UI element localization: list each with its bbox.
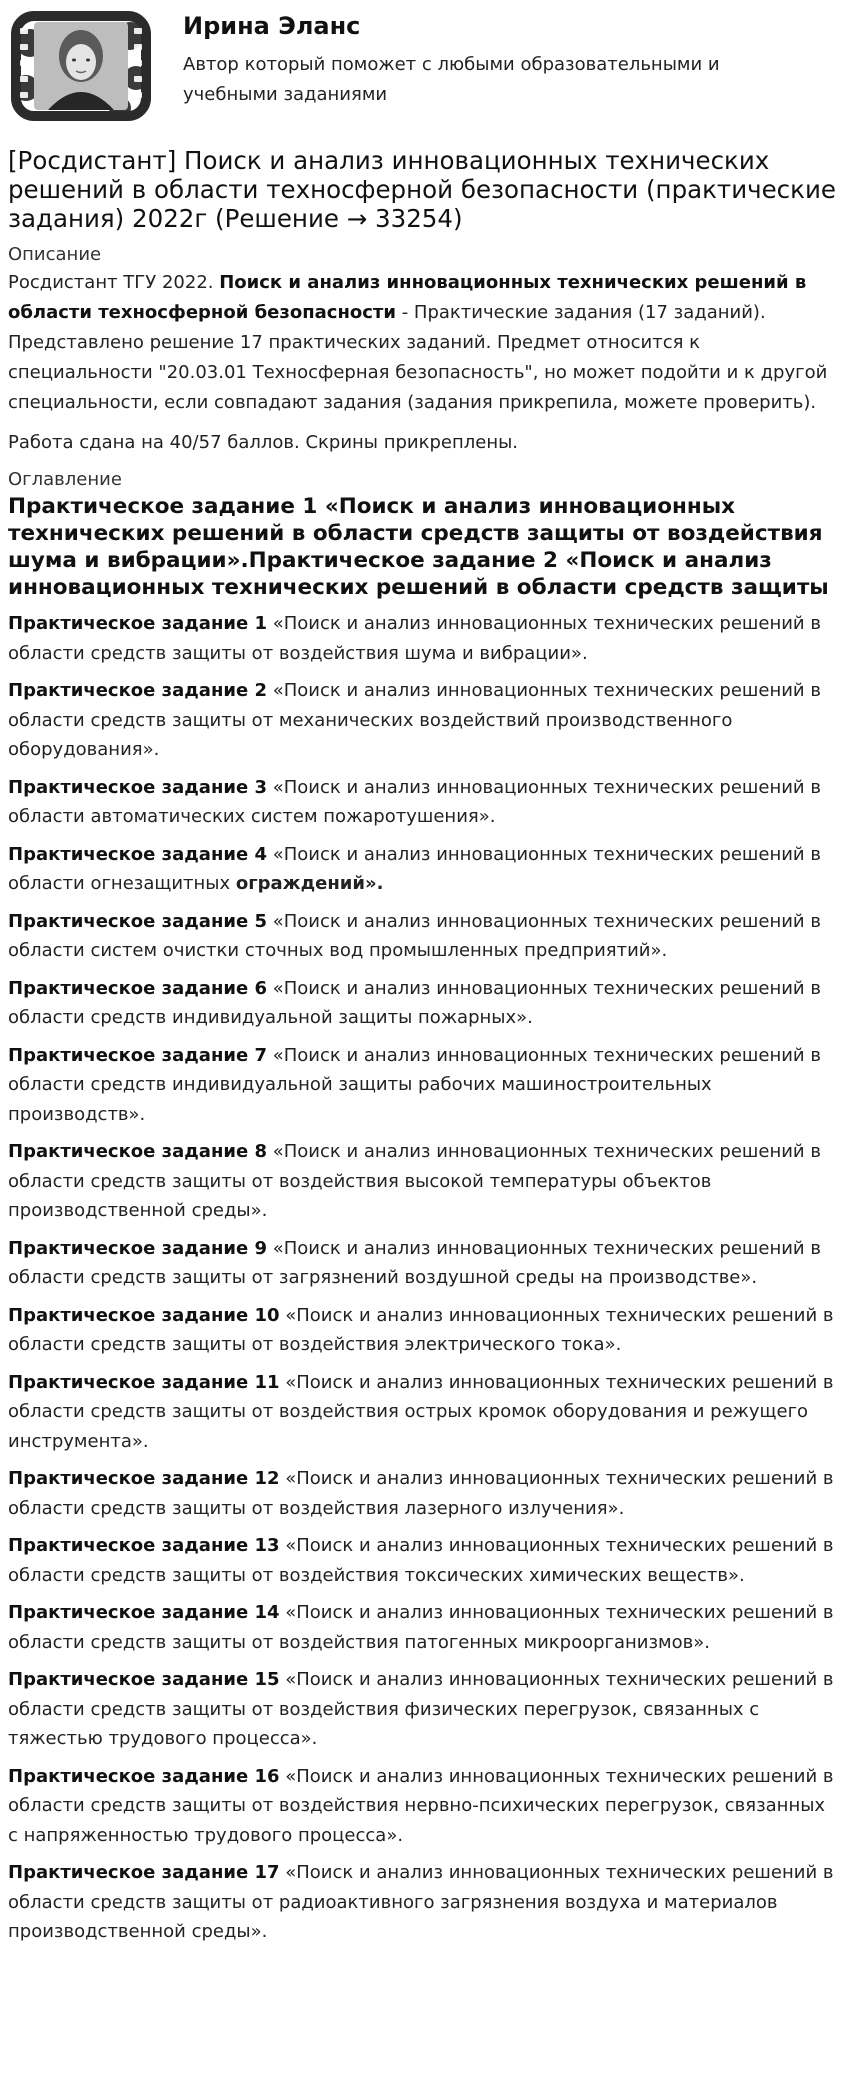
task-item — [8, 1301, 839, 1360]
task-text: «Поиск и анализ инновационных технических решений в области средств защиты от радиоактивного загрязнения воздуха и материалов производственной среды». — [8, 1862, 834, 1942]
task-item — [8, 1041, 839, 1130]
task-item — [8, 1464, 839, 1523]
description-bold: Поиск и анализ инновационных технических решений в области техносферной безопасности — [8, 272, 807, 323]
task-item — [8, 1368, 839, 1457]
task-number: Практическое задание 6 — [8, 977, 267, 999]
task-text: «Поиск и анализ инновационных технических решений в области средств защиты от загрязнений воздушной среды на производстве». — [8, 1237, 821, 1288]
task-text: «Поиск и анализ инновационных технических решений в области средств защиты от воздействия острых кромок оборудования и режущего инструмента». — [8, 1371, 834, 1452]
author-info — [153, 8, 773, 110]
page-title: [Росдистант] Поиск и анализ инновационных технических решений в области техносферной безопасности (практические задания) 2022г (Решение → 33254) — [8, 146, 836, 233]
task-item — [8, 1234, 839, 1293]
task-number: Практическое задание 4 — [8, 843, 267, 865]
task-number: Практическое задание 15 — [8, 1669, 280, 1690]
task-number: Практическое задание 10 — [8, 1304, 280, 1326]
task-number: Практическое задание 17 — [8, 1862, 280, 1883]
task-item — [8, 1858, 839, 1947]
task-text: «Поиск и анализ инновационных технических решений в области систем очистки сточных вод промышленных предприятий». — [8, 910, 821, 961]
task-item — [8, 840, 839, 899]
task-item — [8, 974, 839, 1033]
avatar[interactable] — [8, 8, 153, 124]
task-number: Практическое задание 9 — [8, 1237, 267, 1259]
task-number: Практическое задание 5 — [8, 910, 267, 932]
task-text: «Поиск и анализ инновационных технических решений в области средств защиты от воздействия патогенных микроорганизмов». — [8, 1602, 834, 1653]
task-text: «Поиск и анализ инновационных технических решений в области средств защиты от воздействия токсических химических веществ». — [8, 1535, 834, 1586]
task-item — [8, 676, 839, 765]
task-number: Практическое задание 13 — [8, 1535, 280, 1556]
task-text: «Поиск и анализ инновационных технических решений в области средств защиты от воздействия нервно-психических перегрузок, связанных с напряженностью трудового процесса». — [8, 1765, 834, 1846]
author-name[interactable]: Ирина Эланс — [183, 12, 361, 40]
task-number: Практическое задание 3 — [8, 776, 267, 798]
task-item — [8, 609, 839, 668]
task-text: «Поиск и анализ инновационных технических решений в области автоматических систем пожаротушения». — [8, 776, 821, 827]
task-item — [8, 1665, 839, 1754]
description-suffix: - Практические задания (17 заданий). Представлено решение 17 практических заданий. Предмет относится к специальности "20.03.01 Техносферная безопасность", но может подойти и к другой специальности, если совпадают задания (задания прикрепила, можете проверить). — [8, 302, 828, 413]
task-item — [8, 1762, 839, 1851]
task-text: «Поиск и анализ инновационных технических решений в области средств защиты от механических воздействий производственного оборудования». — [8, 680, 821, 760]
task-list — [8, 609, 839, 1947]
task-number: Практическое задание 14 — [8, 1602, 280, 1623]
toc-label: Оглавление — [8, 469, 122, 490]
task-item — [8, 907, 839, 966]
task-item — [8, 1137, 839, 1226]
task-text: «Поиск и анализ инновационных технических решений в области средств защиты от воздействия лазерного излучения». — [8, 1468, 834, 1519]
task-text: «Поиск и анализ инновационных технических решений в области средств защиты от воздействия электрического тока». — [8, 1304, 834, 1355]
task-item — [8, 1531, 839, 1590]
description-prefix: Росдистант ТГУ 2022. — [8, 272, 220, 293]
description-text — [8, 268, 839, 418]
task-text: «Поиск и анализ инновационных технических решений в области средств защиты от воздействия высокой температуры объектов производственной среды». — [8, 1141, 821, 1221]
task-number: Практическое задание 8 — [8, 1141, 267, 1162]
task-number: Практическое задание 2 — [8, 680, 267, 701]
score-text: Работа сдана на 40/57 баллов. Скрины прикреплены. — [8, 432, 519, 453]
task-text: «Поиск и анализ инновационных технических решений в области средств защиты от воздействия шума и вибрации». — [8, 613, 821, 664]
task-number: Практическое задание 16 — [8, 1765, 280, 1787]
task-text: «Поиск и анализ инновационных технических решений в области средств защиты от воздействия физических перегрузок, связанных с тяжестью трудового процесса». — [8, 1669, 834, 1749]
task-text: «Поиск и анализ инновационных технических решений в области средств индивидуальной защиты рабочих машиностроительных производств». — [8, 1044, 821, 1125]
author-card — [8, 0, 839, 124]
task-item — [8, 1598, 839, 1657]
author-description: Автор который поможет с любыми образовательными и учебными заданиями — [183, 54, 720, 105]
task-bold-tail: ограждений». — [235, 873, 384, 894]
description-label: Описание — [8, 244, 102, 265]
task-text: «Поиск и анализ инновационных технических решений в области средств индивидуальной защиты пожарных». — [8, 977, 821, 1028]
task-number: Практическое задание 7 — [8, 1044, 267, 1066]
task-number: Практическое задание 1 — [8, 613, 267, 634]
task-item — [8, 773, 839, 832]
task-number: Практическое задание 12 — [8, 1468, 280, 1489]
toc-heading: Практическое задание 1 «Поиск и анализ инновационных технических решений в области средств защиты от воздействия шума и вибрации».Практическое задание 2 «Поиск и анализ инновационных технических решений в области средств защиты — [8, 494, 829, 600]
task-text: «Поиск и анализ инновационных технических решений в области огнезащитных — [8, 843, 821, 894]
task-number: Практическое задание 11 — [8, 1371, 280, 1393]
